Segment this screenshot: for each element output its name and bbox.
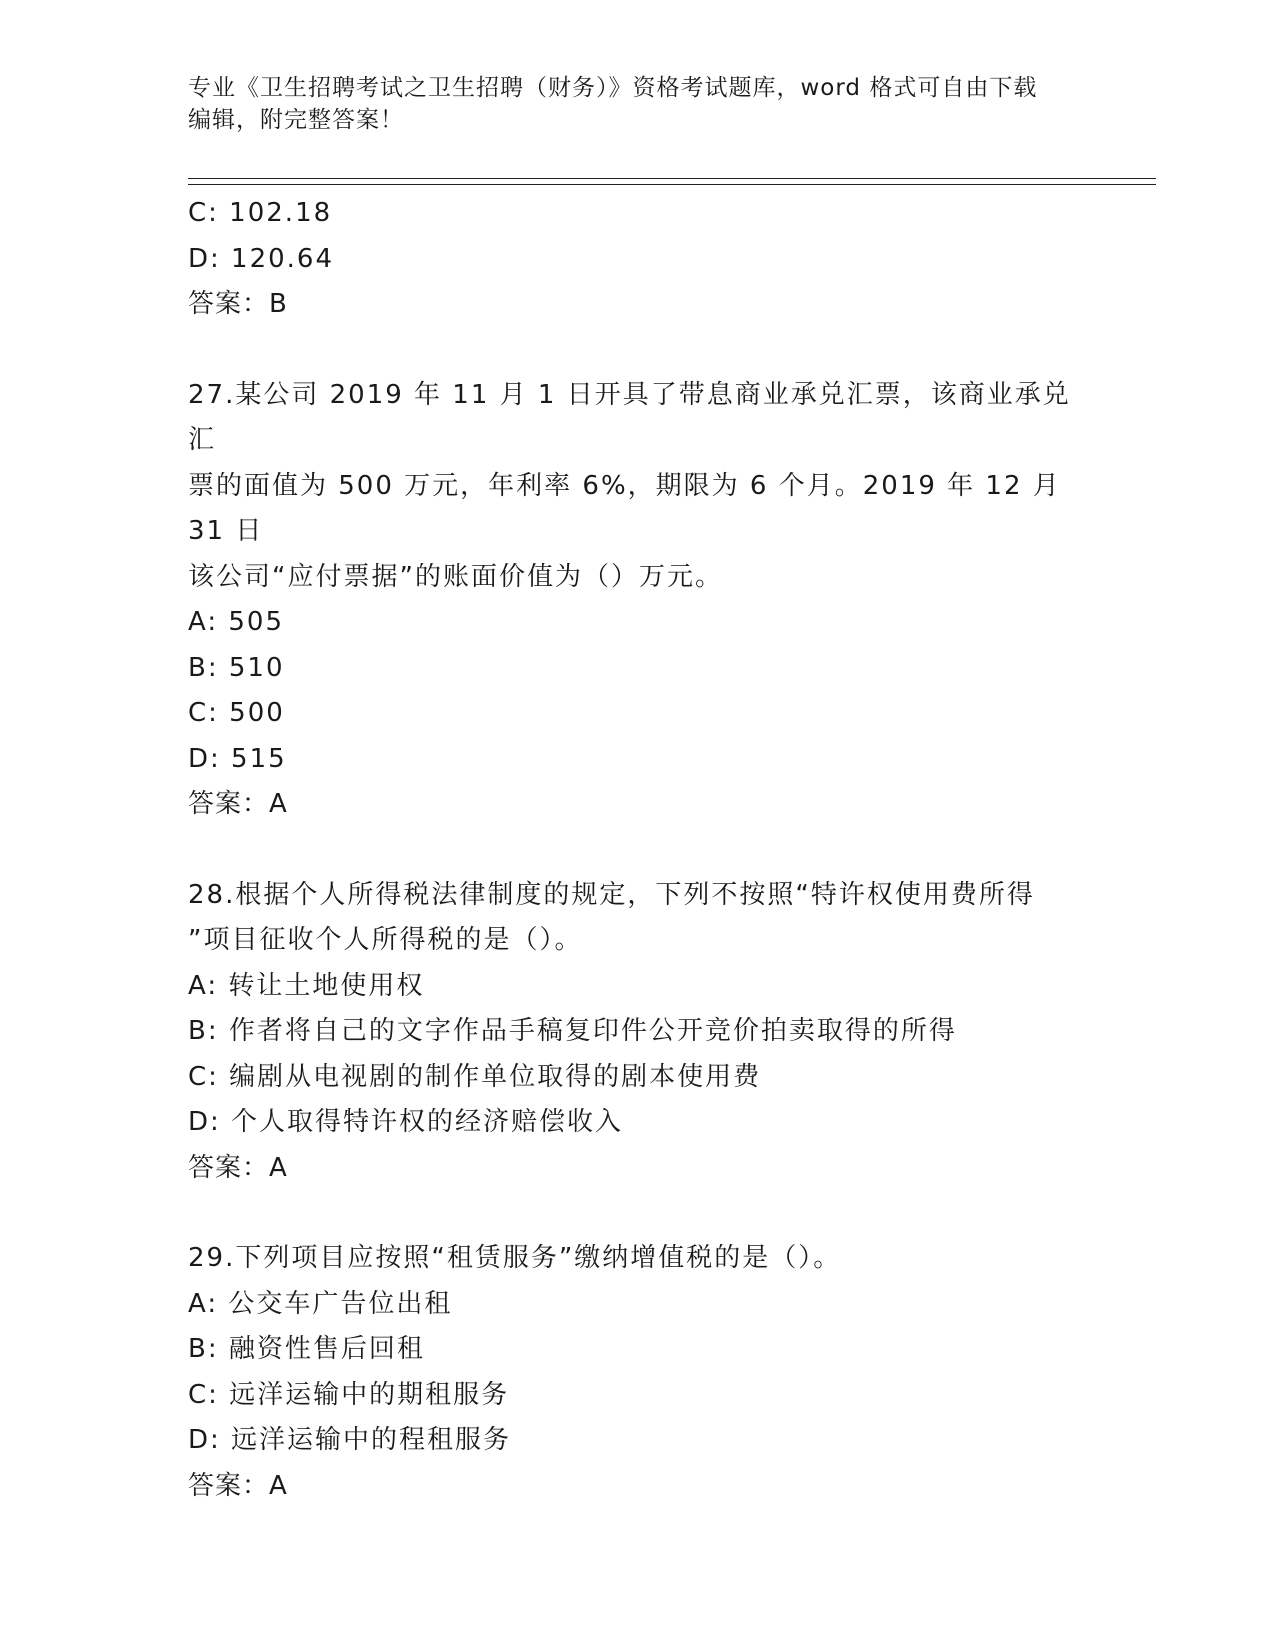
question-text-line: 28.根据个人所得税法律制度的规定，下列不按照“特许权使用费所得	[188, 879, 1035, 910]
question-text-line: 该公司“应付票据”的账面价值为（）万元。	[188, 561, 723, 592]
option-c: C: 远洋运输中的期租服务	[188, 1379, 510, 1410]
answer-line: 答案：B	[188, 289, 288, 319]
option-d: D: 120.64	[188, 243, 335, 274]
previous-question-tail	[188, 191, 1088, 328]
option-c: C: 500	[188, 698, 285, 728]
option-c: C: 102.18	[188, 198, 333, 228]
option-a: A: 公交车广告位出租	[188, 1288, 453, 1319]
question-text	[188, 873, 1088, 964]
option-d: D: 515	[188, 743, 287, 774]
header-divider-bottom	[188, 184, 1156, 185]
question-text	[188, 1236, 1088, 1282]
option-d: D: 远洋运输中的程租服务	[188, 1425, 512, 1455]
question-text	[188, 373, 1088, 601]
option-d: D: 个人取得特许权的经济赔偿收入	[188, 1107, 624, 1137]
question-28	[188, 873, 1088, 1192]
answer-line: 答案：A	[188, 1152, 288, 1183]
answer-line: 答案：A	[188, 1470, 288, 1501]
answer-line: 答案：A	[188, 789, 288, 819]
header-line-2: 编辑，附完整答案！	[188, 107, 404, 133]
question-text-line: 27.某公司 2019 年 11 月 1 日开具了带息商业承兑汇票，该商业承兑汇	[188, 379, 1071, 455]
option-b: B: 融资性售后回租	[188, 1334, 425, 1364]
question-text-line: 票的面值为 500 万元，年利率 6%，期限为 6 个月。2019 年 12 月 31 日	[188, 470, 1061, 546]
option-b: B: 510	[188, 652, 285, 683]
header-line-1: 专业《卫生招聘考试之卫生招聘（财务）》资格考试题库，word 格式可自由下载	[188, 75, 1038, 101]
option-a: A: 转让土地使用权	[188, 970, 425, 1001]
option-c: C: 编剧从电视剧的制作单位取得的剧本使用费	[188, 1061, 762, 1092]
document-header	[188, 72, 1068, 136]
question-text-line: ”项目征收个人所得税的是（）。	[188, 925, 583, 955]
option-b: B: 作者将自己的文字作品手稿复印件公开竞价拍卖取得的所得	[188, 1016, 957, 1046]
question-content	[188, 191, 1088, 1509]
option-a: A: 505	[188, 607, 284, 637]
header-divider-top	[188, 178, 1156, 179]
question-29	[188, 1236, 1088, 1509]
question-text-line: 29.下列项目应按照“租赁服务”缴纳增值税的是（）。	[188, 1243, 842, 1273]
question-27	[188, 373, 1088, 828]
